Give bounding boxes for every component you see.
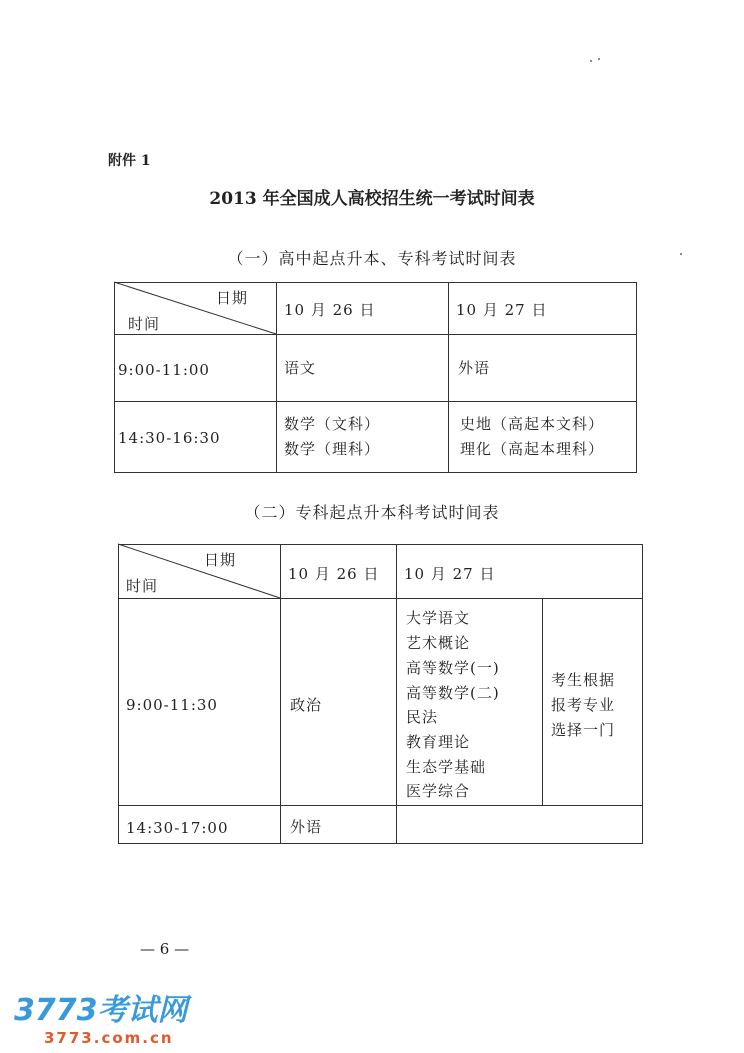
row-time: 9:00-11:30 — [126, 696, 218, 714]
col-header-day2: 10 月 27 日 — [456, 301, 548, 319]
col-header-day2: 10 月 27 日 — [404, 565, 496, 583]
subject-cell: 外语 — [458, 359, 491, 377]
subject-item: 高等数学(二) — [406, 684, 500, 702]
watermark-logo — [14, 985, 188, 1047]
subject-cell: 语文 — [284, 359, 317, 377]
watermark-brand: 3773考试网 — [14, 993, 188, 1028]
selection-note: 报考专业 — [551, 696, 616, 714]
header-date: 日期 — [216, 289, 249, 307]
page-title: 2013 年全国成人高校招生统一考试时间表 — [209, 189, 535, 209]
watermark-url: 3773.com.cn — [44, 1029, 174, 1047]
subject-item: 高等数学(一) — [406, 659, 500, 677]
subject-cell: 史地（高起本文科） — [460, 415, 605, 433]
selection-note: 选择一门 — [551, 721, 616, 739]
section1-heading: （一）高中起点升本、专科考试时间表 — [227, 249, 517, 268]
page-number: — 6 — — [140, 940, 190, 958]
header-date: 日期 — [204, 551, 237, 569]
col-header-day1: 10 月 26 日 — [288, 565, 380, 583]
subject-cell: 理化（高起本理科） — [460, 440, 605, 458]
subject-item: 艺术概论 — [406, 634, 471, 652]
subject-item: 大学语文 — [406, 609, 471, 627]
subject-cell: 数学（文科） — [284, 415, 381, 433]
scan-speck — [598, 58, 600, 60]
header-time: 时间 — [128, 315, 161, 333]
row-time: 14:30-17:00 — [126, 819, 229, 837]
subject-item: 医学综合 — [406, 782, 471, 800]
attachment-label: 附件 1 — [108, 153, 151, 169]
subject-cell: 外语 — [290, 818, 323, 836]
scan-speck — [590, 60, 592, 62]
section2-heading: （二）专科起点升本科考试时间表 — [244, 503, 500, 522]
row-time: 9:00-11:00 — [118, 361, 210, 379]
header-time: 时间 — [126, 577, 159, 595]
row-time: 14:30-16:30 — [118, 429, 221, 447]
subject-cell: 数学（理科） — [284, 440, 381, 458]
col-header-day1: 10 月 26 日 — [284, 301, 376, 319]
subject-item: 生态学基础 — [406, 758, 487, 776]
selection-note: 考生根据 — [551, 671, 616, 689]
subject-item: 民法 — [406, 708, 439, 726]
subject-item: 教育理论 — [406, 733, 471, 751]
subject-cell: 政治 — [290, 696, 323, 714]
